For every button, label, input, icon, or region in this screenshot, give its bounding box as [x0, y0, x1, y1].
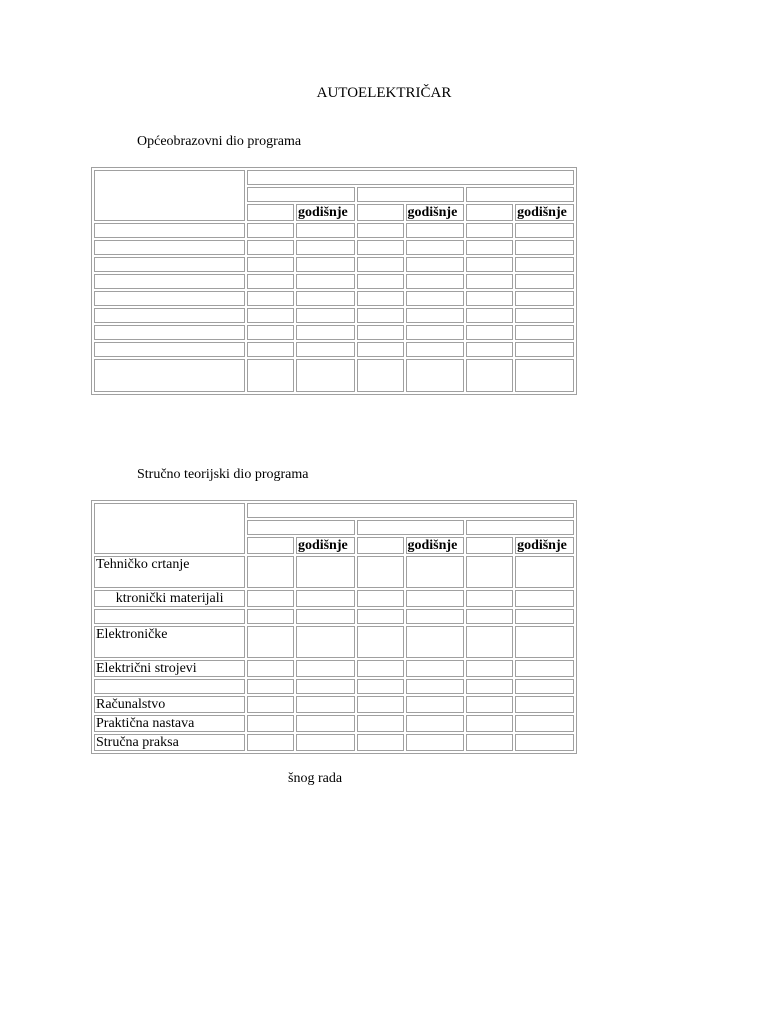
- section-heading-vocational: Stručno teorijski dio programa: [137, 467, 309, 482]
- subheader-cell: [357, 537, 404, 554]
- table-row: [94, 734, 574, 751]
- table-row: [94, 696, 574, 713]
- footnote-text: šnog rada: [288, 771, 343, 786]
- table-row: [94, 274, 574, 289]
- subject-cell: Električni strojevi: [94, 660, 245, 677]
- subject-cell: [94, 359, 245, 392]
- subject-cell: [94, 257, 245, 272]
- header-cell: [466, 187, 574, 202]
- subject-cell: [94, 325, 245, 340]
- subject-cell: [94, 240, 245, 255]
- subheader-cell: [247, 204, 294, 221]
- table-corner-cell: [94, 170, 245, 221]
- subheader-cell: [466, 204, 513, 221]
- subject-cell: Računalstvo: [94, 696, 245, 713]
- table-row: [94, 257, 574, 272]
- subject-cell: Stručna praksa: [94, 734, 245, 751]
- general-subjects-table: [91, 167, 577, 395]
- table-row: [94, 715, 574, 732]
- header-cell: [247, 170, 574, 185]
- subheader-cell: [357, 204, 404, 221]
- table-row: [94, 590, 574, 607]
- header-cell: [247, 503, 574, 518]
- subheader-cell: [466, 537, 513, 554]
- section-heading-general: Općeobrazovni dio programa: [137, 134, 302, 149]
- subject-cell: [94, 679, 245, 694]
- table-row: [94, 342, 574, 357]
- document-title: AUTOELEKTRIČAR: [316, 85, 452, 101]
- subheader-cell: godišnje: [406, 204, 465, 221]
- subject-cell: [94, 308, 245, 323]
- table-row: [94, 223, 574, 238]
- table-row: [94, 240, 574, 255]
- table-corner-cell: [94, 503, 245, 554]
- subject-cell: [94, 274, 245, 289]
- subject-cell: [94, 609, 245, 624]
- subject-cell: [94, 291, 245, 306]
- subheader-cell: godišnje: [515, 537, 574, 554]
- subheader-cell: godišnje: [515, 204, 574, 221]
- vocational-subjects-table: [91, 500, 577, 754]
- header-cell: [247, 187, 355, 202]
- subheader-cell: godišnje: [406, 537, 465, 554]
- header-cell: [357, 187, 465, 202]
- table-row: [94, 291, 574, 306]
- subject-cell: [94, 342, 245, 357]
- table-row: [94, 556, 574, 588]
- subject-cell: Elektroničke: [94, 626, 245, 658]
- subject-cell: [94, 223, 245, 238]
- table-row: [94, 609, 574, 624]
- subheader-cell: [247, 537, 294, 554]
- subject-cell: ktronički materijali: [94, 590, 245, 607]
- table-row: [94, 679, 574, 694]
- table-row: [94, 660, 574, 677]
- table-row: [94, 308, 574, 323]
- subheader-cell: godišnje: [296, 537, 355, 554]
- header-cell: [466, 520, 574, 535]
- table-row: [94, 626, 574, 658]
- subject-cell: Tehničko crtanje: [94, 556, 245, 588]
- header-cell: [247, 520, 355, 535]
- table-row: [94, 359, 574, 392]
- table-row: [94, 325, 574, 340]
- subheader-cell: godišnje: [296, 204, 355, 221]
- subject-cell: Praktična nastava: [94, 715, 245, 732]
- header-cell: [357, 520, 465, 535]
